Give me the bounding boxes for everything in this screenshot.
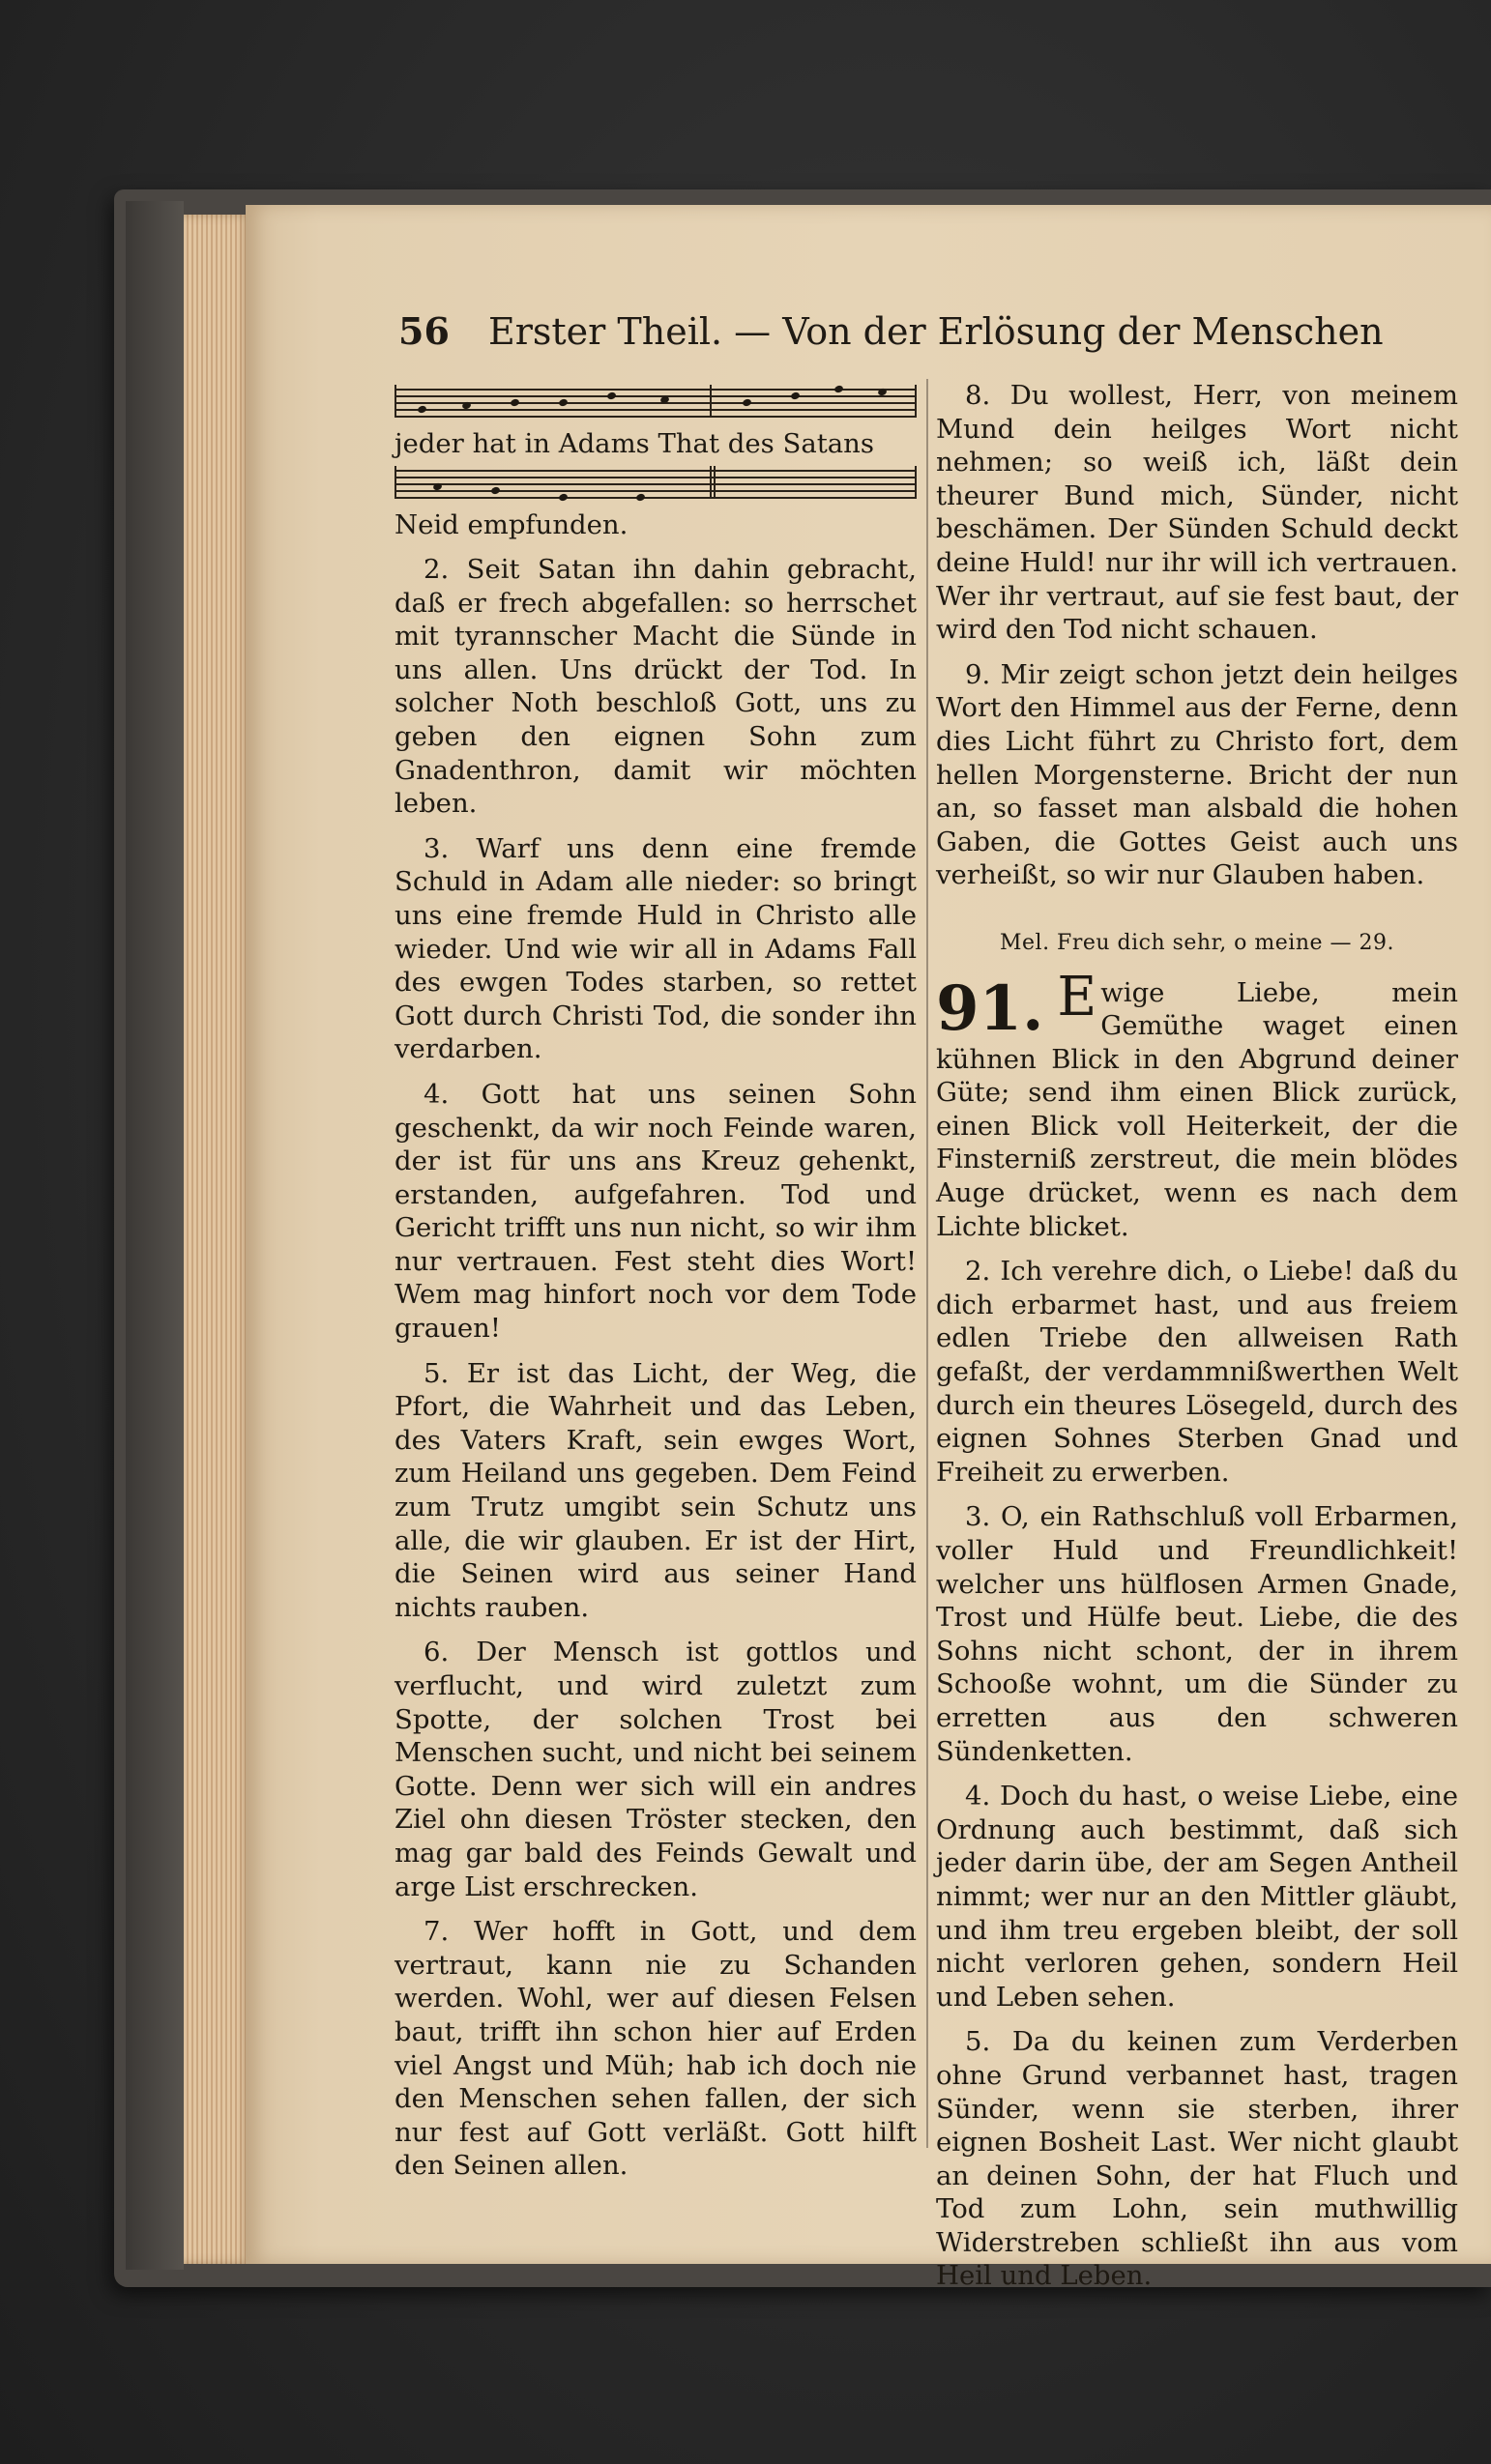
verse: 7. Wer hofft in Gott, und dem vertraut, kann nie zu Schanden werden. Wohl, wer auf diesen Felsen baut, trifft ihn schon hier auf Erden viel Angst und Müh; hab ich doch nie den Menschen sehen fallen, der sich nur fest auf Gott verläßt. Gott hilft den Seinen allen. xyxy=(395,1916,917,2182)
verse: 4. Doch du hast, o weise Liebe, eine Ordnung auch bestimmt, daß sich jeder darin übe, der am Segen Antheil nimmt; wer nur an den Mittler gläubt, und ihm treu ergeben bleibt, der soll nicht verloren gehen, sondern Heil und Leben sehen. xyxy=(936,1781,1458,2013)
page-number: 56 xyxy=(398,309,450,353)
verse: 3. O, ein Rathschluß voll Erbarmen, voller Huld und Freundlichkeit! welcher uns hülflosen Armen Gnade, Trost und Hülfe beut. Liebe, die des Sohns nicht schont, der in ihrem Schooße wohnt, um die Sünder zu erretten aus den schweren Sündenketten. xyxy=(936,1501,1458,1767)
verse: 4. Gott hat uns seinen Sohn geschenkt, da wir noch Feinde waren, der ist für uns ans Kreuz gehenkt, erstanden, aufgefahren. Tod und Gericht trifft uns nun nicht, so wir ihm nur vertrauen. Fest steht dies Wort! Wem mag hinfort noch vor dem Tode grauen! xyxy=(395,1078,917,1345)
verse: 3. Warf uns denn eine fremde Schuld in Adam alle nieder: so bringt uns eine fremde Huld in Christo alle wieder. Und wie wir all in Adams Fall des ewgen Todes starben, so rettet Gott durch Christi Tod, die sonder ihn verdarben. xyxy=(395,832,917,1065)
left-column xyxy=(395,379,917,2194)
column-divider xyxy=(926,379,928,2148)
verse: 9. Mir zeigt schon jetzt dein heilges Wort den Himmel aus der Ferne, denn dies Licht führt zu Christo fort, dem hellen Morgensterne. Bricht der nun an, so fasset man alsbald die hohen Gaben, die Gottes Geist auch uns verheißt, so wir nur Glauben haben. xyxy=(936,658,1458,891)
verse: 5. Da du keinen zum Verderben ohne Grund verbannet hast, tragen Sünder, wenn sie sterben, ihrer eignen Bosheit Last. Wer nicht glaubt an deinen Sohn, der hat Fluch und Tod zum Lohn, sein muthwillig Widerstreben schließt ihn aus vom Heil und Leben. xyxy=(936,2026,1458,2292)
drop-initial: E xyxy=(1057,965,1097,1029)
lyric-line: Neid empfunden. xyxy=(395,509,629,540)
lyric-line: jeder hat in Adams That des Satans xyxy=(395,428,874,459)
verse: 6. Der Mensch ist gottlos und verflucht, und wird zuletzt zum Spotte, der solchen Trost bei Menschen sucht, und nicht bei seinem Gotte. Denn wer sich will ein andres Ziel ohn diesen Tröster stecken, den mag gar bald des Feinds Gewalt und arge List erschrecken. xyxy=(395,1637,917,1902)
running-title: Erster Theil. — Von der Erlösung der Menschen xyxy=(487,310,1384,353)
verse: 2. Seit Satan ihn dahin gebracht, daß er frech abgefallen: so herrschet mit tyrannscher Macht die Sünde in uns allen. Uns drückt der Tod. In solcher Noth beschloß Gott, uns zu geben den eignen Sohn zum Gnadenthron, damit wir möchten leben. xyxy=(395,554,917,820)
right-column xyxy=(936,379,1458,2305)
melody-reference: Mel. Freu dich sehr, o meine — 29. xyxy=(999,930,1394,955)
verse: 2. Ich verehre dich, o Liebe! daß du dich erbarmet hast, und aus freiem edlen Triebe den allweisen Rath gefaßt, der verdammnißwerthen Welt durch ein theures Lösegeld, durch des eignen Sohnes Sterben Gnad und Freiheit zu erwerben. xyxy=(936,1256,1458,1488)
music-staff xyxy=(395,466,917,507)
book-spine xyxy=(126,201,184,2270)
verse-text: wige Liebe, mein Gemüthe waget einen kühnen Blick in den Abgrund deiner Güte; send ihm einen Blick zurück, einen Blick voll Heiterkeit, der die Finsterniß zerstreut, die mein blödes Auge drücket, wenn es nach dem Lichte blicket. xyxy=(936,976,1458,1242)
hymn-number: 91. xyxy=(936,971,1044,1045)
page-edges xyxy=(184,215,251,2264)
verse: 8. Du wollest, Herr, von meinem Mund dein heilges Wort nicht nehmen; so weiß ich, läßt dein theurer Bund mich, Sünder, nicht beschämen. Der Sünden Schuld deckt deine Huld! nur ihr will ich vertrauen. Wer ihr vertraut, auf sie fest baut, der wird den Tod nicht schauen. xyxy=(936,380,1458,646)
running-header xyxy=(398,309,1384,358)
hymn-first-verse xyxy=(936,965,1458,1244)
verse: 5. Er ist das Licht, der Weg, die Pfort, die Wahrheit und das Leben, des Vaters Kraft, sein ewges Wort, zum Heiland uns gegeben. Dem Feind zum Trutz umgibt sein Schutz uns alle, die wir glauben. Er ist der Hirt, die Seinen wird aus seiner Hand nichts rauben. xyxy=(395,1357,917,1623)
music-staff xyxy=(395,385,917,425)
